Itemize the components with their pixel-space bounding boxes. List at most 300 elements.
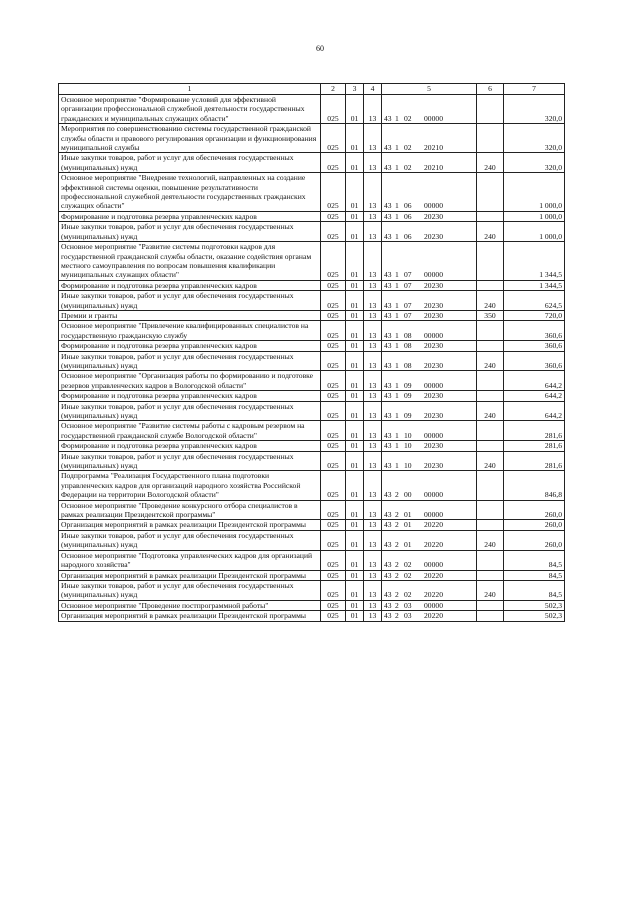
item-name: Основное мероприятие "Развитие системы работы с кадровым резервом на государственной гражданской службе Вологодской области"	[59, 421, 321, 441]
amount: 260,0	[504, 520, 565, 530]
code-activity: 06	[404, 201, 412, 211]
column-header-5: 5	[382, 84, 477, 95]
amount: 846,8	[504, 471, 565, 500]
code-section: 01	[346, 242, 364, 281]
code-direction: 20230	[424, 341, 443, 351]
item-name: Иные закупки товаров, работ и услуг для обеспечения государственных (муниципальных) нужд	[59, 401, 321, 421]
item-name: Иные закупки товаров, работ и услуг для обеспечения государственных (муниципальных) нужд	[59, 580, 321, 600]
item-name: Подпрограмма "Реализация Государственного плана подготовки управленческих кадров для организаций народного хозяйства Российской Федерации на территории Вологодской области"	[59, 471, 321, 500]
code-activity: 02	[404, 590, 412, 600]
item-name: Организация мероприятий в рамках реализации Президентской программы	[59, 611, 321, 621]
code-target-article	[382, 291, 477, 311]
item-name: Основное мероприятие "Привлечение квалифицированных специалистов на государственную гражданскую службу	[59, 321, 321, 341]
code-activity: 08	[404, 330, 412, 340]
code-direction: 00000	[424, 430, 443, 440]
amount: 1 344,5	[504, 242, 565, 281]
code-section: 01	[346, 173, 364, 212]
code-activity: 02	[404, 143, 412, 153]
table-row	[59, 341, 565, 351]
code-subprogram: 2	[395, 590, 399, 600]
amount: 281,6	[504, 451, 565, 471]
code-section: 01	[346, 500, 364, 520]
amount: 260,0	[504, 500, 565, 520]
code-target-article	[382, 341, 477, 351]
amount: 644,2	[504, 391, 565, 401]
amount: 84,5	[504, 570, 565, 580]
code-program: 43	[384, 280, 392, 290]
code-activity: 07	[404, 280, 412, 290]
code-target-article	[382, 570, 477, 580]
code-activity: 02	[404, 162, 412, 172]
code-ministry: 025	[321, 371, 346, 391]
code-target-article	[382, 211, 477, 221]
amount: 360,6	[504, 351, 565, 371]
code-activity: 02	[404, 113, 412, 123]
code-subprogram: 1	[395, 143, 399, 153]
code-activity: 02	[404, 570, 412, 580]
code-subsection: 13	[364, 600, 382, 610]
code-direction: 20230	[424, 391, 443, 401]
code-program: 43	[384, 441, 392, 451]
code-ministry: 025	[321, 222, 346, 242]
code-expense-type: 240	[477, 153, 504, 173]
code-section: 01	[346, 371, 364, 391]
code-target-article	[382, 500, 477, 520]
code-subsection: 13	[364, 173, 382, 212]
code-section: 01	[346, 391, 364, 401]
code-section: 01	[346, 530, 364, 550]
column-header-7: 7	[504, 84, 565, 95]
code-subsection: 13	[364, 371, 382, 391]
code-subsection: 13	[364, 124, 382, 153]
amount: 84,5	[504, 580, 565, 600]
code-target-article	[382, 451, 477, 471]
code-subsection: 13	[364, 280, 382, 290]
code-subsection: 13	[364, 153, 382, 173]
item-name: Организация мероприятий в рамках реализации Президентской программы	[59, 570, 321, 580]
code-ministry: 025	[321, 173, 346, 212]
code-section: 01	[346, 351, 364, 371]
code-section: 01	[346, 570, 364, 580]
code-activity: 02	[404, 560, 412, 570]
amount: 1 000,0	[504, 222, 565, 242]
code-ministry: 025	[321, 242, 346, 281]
code-expense-type	[477, 280, 504, 290]
code-subprogram: 1	[395, 300, 399, 310]
table-row	[59, 321, 565, 341]
code-direction: 00000	[424, 330, 443, 340]
code-activity: 01	[404, 540, 412, 550]
code-subprogram: 2	[395, 490, 399, 500]
code-ministry: 025	[321, 153, 346, 173]
code-target-article	[382, 222, 477, 242]
code-subsection: 13	[364, 391, 382, 401]
item-name: Мероприятия по совершенствованию системы государственной гражданской службы области и правового регулирования организации и функционирования муниципальной службы	[59, 124, 321, 153]
code-ministry: 025	[321, 124, 346, 153]
code-direction: 20230	[424, 461, 443, 471]
code-activity: 00	[404, 490, 412, 500]
amount: 720,0	[504, 310, 565, 320]
table-row	[59, 611, 565, 621]
item-name: Основное мероприятие "Внедрение технологий, направленных на создание эффективной системы оценки, повышение результативности профессиональной служебной деятельности государственных гражданских служащих области"	[59, 173, 321, 212]
code-target-article	[382, 242, 477, 281]
table-row	[59, 291, 565, 311]
code-subprogram: 2	[395, 600, 399, 610]
item-name: Иные закупки товаров, работ и услуг для обеспечения государственных (муниципальных) нужд	[59, 451, 321, 471]
table-row	[59, 600, 565, 610]
code-section: 01	[346, 401, 364, 421]
code-program: 43	[384, 211, 392, 221]
code-direction: 20230	[424, 360, 443, 370]
code-subprogram: 1	[395, 391, 399, 401]
code-expense-type	[477, 124, 504, 153]
amount: 281,6	[504, 441, 565, 451]
code-expense-type	[477, 441, 504, 451]
code-expense-type	[477, 341, 504, 351]
code-ministry: 025	[321, 401, 346, 421]
code-section: 01	[346, 421, 364, 441]
code-target-article	[382, 550, 477, 570]
code-expense-type: 240	[477, 222, 504, 242]
code-direction: 00000	[424, 490, 443, 500]
amount: 320,0	[504, 124, 565, 153]
code-subsection: 13	[364, 570, 382, 580]
item-name: Формирование и подготовка резерва управленческих кадров	[59, 441, 321, 451]
code-program: 43	[384, 270, 392, 280]
code-ministry: 025	[321, 520, 346, 530]
code-subprogram: 1	[395, 310, 399, 320]
code-section: 01	[346, 471, 364, 500]
code-expense-type: 240	[477, 401, 504, 421]
code-activity: 03	[404, 600, 412, 610]
code-ministry: 025	[321, 471, 346, 500]
code-expense-type: 240	[477, 530, 504, 550]
column-header-4: 4	[364, 84, 382, 95]
code-activity: 07	[404, 300, 412, 310]
table-row	[59, 451, 565, 471]
code-subprogram: 2	[395, 540, 399, 550]
code-ministry: 025	[321, 321, 346, 341]
code-program: 43	[384, 360, 392, 370]
table-row	[59, 421, 565, 441]
item-name: Основное мероприятие "Формирование условий для эффективной организации профессиональной служебной деятельности государственных гражданских и муниципальных служащих области"	[59, 95, 321, 124]
code-target-article	[382, 310, 477, 320]
code-subprogram: 2	[395, 520, 399, 530]
code-program: 43	[384, 540, 392, 550]
code-ministry: 025	[321, 550, 346, 570]
code-activity: 06	[404, 211, 412, 221]
code-target-article	[382, 371, 477, 391]
code-target-article	[382, 95, 477, 124]
code-program: 43	[384, 162, 392, 172]
amount: 260,0	[504, 530, 565, 550]
code-ministry: 025	[321, 351, 346, 371]
code-program: 43	[384, 391, 392, 401]
table-row	[59, 211, 565, 221]
table-row	[59, 280, 565, 290]
code-subsection: 13	[364, 520, 382, 530]
code-expense-type	[477, 500, 504, 520]
item-name: Формирование и подготовка резерва управленческих кадров	[59, 280, 321, 290]
code-direction: 20230	[424, 441, 443, 451]
code-activity: 07	[404, 270, 412, 280]
table-row	[59, 391, 565, 401]
code-subprogram: 1	[395, 113, 399, 123]
code-target-article	[382, 471, 477, 500]
code-program: 43	[384, 330, 392, 340]
amount: 1 000,0	[504, 173, 565, 212]
code-expense-type	[477, 95, 504, 124]
code-subprogram: 1	[395, 330, 399, 340]
code-direction: 00000	[424, 201, 443, 211]
code-direction: 00000	[424, 113, 443, 123]
code-section: 01	[346, 611, 364, 621]
code-ministry: 025	[321, 310, 346, 320]
code-subprogram: 1	[395, 270, 399, 280]
code-expense-type	[477, 570, 504, 580]
code-ministry: 025	[321, 391, 346, 401]
code-activity: 10	[404, 441, 412, 451]
item-name: Иные закупки товаров, работ и услуг для обеспечения государственных (муниципальных) нужд	[59, 351, 321, 371]
amount: 644,2	[504, 371, 565, 391]
code-program: 43	[384, 600, 392, 610]
code-activity: 01	[404, 520, 412, 530]
code-section: 01	[346, 321, 364, 341]
code-subsection: 13	[364, 421, 382, 441]
item-name: Формирование и подготовка резерва управленческих кадров	[59, 211, 321, 221]
code-direction: 20210	[424, 162, 443, 172]
header-row	[59, 84, 565, 95]
code-section: 01	[346, 451, 364, 471]
code-direction: 00000	[424, 380, 443, 390]
code-subprogram: 1	[395, 201, 399, 211]
table-row	[59, 520, 565, 530]
table-row	[59, 441, 565, 451]
item-name: Формирование и подготовка резерва управленческих кадров	[59, 391, 321, 401]
code-direction: 00000	[424, 510, 443, 520]
code-activity: 08	[404, 341, 412, 351]
code-program: 43	[384, 520, 392, 530]
code-direction: 20210	[424, 143, 443, 153]
code-direction: 20220	[424, 611, 443, 621]
amount: 360,6	[504, 341, 565, 351]
column-header-1: 1	[59, 84, 321, 95]
code-target-article	[382, 441, 477, 451]
amount: 1 000,0	[504, 211, 565, 221]
code-direction: 00000	[424, 600, 443, 610]
code-ministry: 025	[321, 441, 346, 451]
code-subsection: 13	[364, 351, 382, 371]
code-activity: 08	[404, 360, 412, 370]
code-activity: 09	[404, 391, 412, 401]
code-activity: 09	[404, 380, 412, 390]
item-name: Формирование и подготовка резерва управленческих кадров	[59, 341, 321, 351]
code-ministry: 025	[321, 570, 346, 580]
code-subsection: 13	[364, 310, 382, 320]
code-expense-type	[477, 391, 504, 401]
code-program: 43	[384, 201, 392, 211]
code-program: 43	[384, 231, 392, 241]
item-name: Иные закупки товаров, работ и услуг для обеспечения государственных (муниципальных) нужд	[59, 222, 321, 242]
code-direction: 20230	[424, 411, 443, 420]
code-direction: 20230	[424, 211, 443, 221]
code-direction: 20230	[424, 231, 443, 241]
code-direction: 20230	[424, 310, 443, 320]
table-row	[59, 173, 565, 212]
code-ministry: 025	[321, 211, 346, 221]
code-subprogram: 2	[395, 510, 399, 520]
item-name: Основное мероприятие "Проведение конкурсного отбора специалистов в рамках реализации Президентской программы"	[59, 500, 321, 520]
code-expense-type	[477, 242, 504, 281]
code-subsection: 13	[364, 611, 382, 621]
code-expense-type	[477, 520, 504, 530]
code-expense-type	[477, 371, 504, 391]
code-direction: 20220	[424, 540, 443, 550]
code-expense-type	[477, 600, 504, 610]
code-ministry: 025	[321, 291, 346, 311]
code-ministry: 025	[321, 580, 346, 600]
code-subsection: 13	[364, 550, 382, 570]
code-section: 01	[346, 550, 364, 570]
item-name: Организация мероприятий в рамках реализации Президентской программы	[59, 520, 321, 530]
column-header-2: 2	[321, 84, 346, 95]
item-name: Основное мероприятие "Подготовка управленческих кадров для организаций народного хозяйства"	[59, 550, 321, 570]
code-activity: 10	[404, 430, 412, 440]
code-subsection: 13	[364, 222, 382, 242]
table-row	[59, 153, 565, 173]
column-header-6: 6	[477, 84, 504, 95]
budget-table	[58, 83, 565, 622]
code-subsection: 13	[364, 95, 382, 124]
amount: 1 344,5	[504, 280, 565, 290]
item-name: Основное мероприятие "Организация работы по формированию и подготовке резервов управленческих кадров в Вологодской области"	[59, 371, 321, 391]
code-target-article	[382, 391, 477, 401]
table-row	[59, 310, 565, 320]
code-expense-type	[477, 611, 504, 621]
code-direction: 20230	[424, 280, 443, 290]
code-subsection: 13	[364, 242, 382, 281]
table-row	[59, 222, 565, 242]
code-ministry: 025	[321, 530, 346, 550]
amount: 320,0	[504, 153, 565, 173]
code-expense-type	[477, 173, 504, 212]
code-program: 43	[384, 113, 392, 123]
amount: 320,0	[504, 95, 565, 124]
code-subprogram: 1	[395, 280, 399, 290]
code-subprogram: 1	[395, 441, 399, 451]
code-expense-type: 240	[477, 451, 504, 471]
code-ministry: 025	[321, 600, 346, 610]
code-subsection: 13	[364, 471, 382, 500]
code-target-article	[382, 580, 477, 600]
code-ministry: 025	[321, 280, 346, 290]
code-subprogram: 2	[395, 611, 399, 621]
code-program: 43	[384, 490, 392, 500]
code-ministry: 025	[321, 341, 346, 351]
code-direction: 00000	[424, 560, 443, 570]
code-target-article	[382, 124, 477, 153]
code-activity: 03	[404, 611, 412, 621]
code-target-article	[382, 321, 477, 341]
code-program: 43	[384, 380, 392, 390]
table-row	[59, 580, 565, 600]
page-number: 60	[316, 44, 324, 53]
item-name: Премии и гранты	[59, 310, 321, 320]
code-expense-type: 240	[477, 351, 504, 371]
table-row	[59, 95, 565, 124]
item-name: Основное мероприятие "Проведение постпрограммной работы"	[59, 600, 321, 610]
amount: 281,6	[504, 421, 565, 441]
code-program: 43	[384, 560, 392, 570]
code-section: 01	[346, 95, 364, 124]
code-subprogram: 1	[395, 231, 399, 241]
code-subsection: 13	[364, 321, 382, 341]
item-name: Основное мероприятие "Развитие системы подготовки кадров для государственной гражданской службы области, оказание содействия органам местного самоуправления по вопросам повышения квалификации муниципальных служащих области"	[59, 242, 321, 281]
amount: 360,6	[504, 321, 565, 341]
code-expense-type	[477, 321, 504, 341]
code-subsection: 13	[364, 341, 382, 351]
code-subsection: 13	[364, 441, 382, 451]
code-target-article	[382, 153, 477, 173]
code-target-article	[382, 173, 477, 212]
code-program: 43	[384, 611, 392, 621]
code-section: 01	[346, 441, 364, 451]
column-header-3: 3	[346, 84, 364, 95]
code-target-article	[382, 530, 477, 550]
code-subsection: 13	[364, 291, 382, 311]
code-direction: 20220	[424, 570, 443, 580]
code-subsection: 13	[364, 211, 382, 221]
table-row	[59, 550, 565, 570]
code-subsection: 13	[364, 580, 382, 600]
code-program: 43	[384, 310, 392, 320]
code-expense-type: 240	[477, 580, 504, 600]
code-expense-type	[477, 421, 504, 441]
code-subprogram: 1	[395, 211, 399, 221]
code-target-article	[382, 401, 477, 421]
code-subprogram: 1	[395, 162, 399, 172]
code-program: 43	[384, 430, 392, 440]
code-subprogram: 1	[395, 341, 399, 351]
code-expense-type: 350	[477, 310, 504, 320]
table-row	[59, 371, 565, 391]
table-row	[59, 242, 565, 281]
code-section: 01	[346, 211, 364, 221]
code-subprogram: 1	[395, 430, 399, 440]
code-section: 01	[346, 222, 364, 242]
code-subsection: 13	[364, 451, 382, 471]
code-section: 01	[346, 600, 364, 610]
code-subprogram: 2	[395, 570, 399, 580]
item-name: Иные закупки товаров, работ и услуг для обеспечения государственных (муниципальных) нужд	[59, 153, 321, 173]
code-ministry: 025	[321, 95, 346, 124]
amount: 644,2	[504, 401, 565, 421]
code-target-article	[382, 600, 477, 610]
code-program: 43	[384, 143, 392, 153]
code-section: 01	[346, 341, 364, 351]
code-program: 43	[384, 510, 392, 520]
code-activity: 10	[404, 461, 412, 471]
code-direction: 20230	[424, 300, 443, 310]
code-subprogram: 1	[395, 461, 399, 471]
table-row	[59, 471, 565, 500]
code-ministry: 025	[321, 611, 346, 621]
code-subsection: 13	[364, 500, 382, 520]
amount: 502,3	[504, 600, 565, 610]
code-subprogram: 1	[395, 380, 399, 390]
item-name: Иные закупки товаров, работ и услуг для обеспечения государственных (муниципальных) нужд	[59, 291, 321, 311]
code-program: 43	[384, 570, 392, 580]
